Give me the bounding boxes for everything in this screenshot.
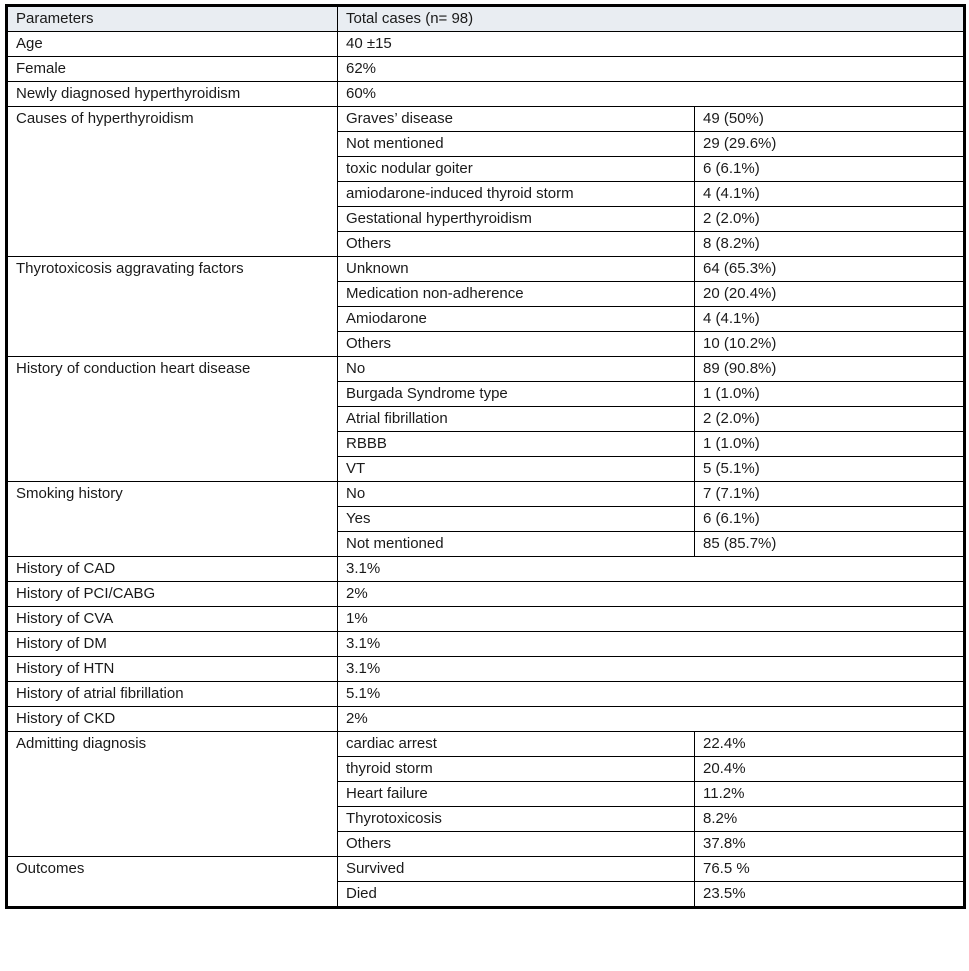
value-cell: 60%	[338, 82, 965, 107]
subcategory-cell: No	[338, 357, 695, 382]
value-cell: 2 (2.0%)	[695, 407, 965, 432]
subcategory-cell: Heart failure	[338, 782, 695, 807]
subcategory-cell: Unknown	[338, 257, 695, 282]
subcategory-cell: Atrial fibrillation	[338, 407, 695, 432]
value-cell: 4 (4.1%)	[695, 307, 965, 332]
value-cell: 23.5%	[695, 882, 965, 908]
value-cell: 76.5 %	[695, 857, 965, 882]
patient-characteristics-table	[5, 4, 966, 909]
table-row	[7, 607, 965, 632]
parameter-cell: History of conduction heart disease	[7, 357, 338, 482]
table-row	[7, 707, 965, 732]
value-cell: 1%	[338, 607, 965, 632]
value-cell: 4 (4.1%)	[695, 182, 965, 207]
header-total-cases: Total cases (n= 98)	[338, 6, 965, 32]
value-cell: 7 (7.1%)	[695, 482, 965, 507]
parameter-cell: Admitting diagnosis	[7, 732, 338, 857]
subcategory-cell: RBBB	[338, 432, 695, 457]
table-row	[7, 57, 965, 82]
value-cell: 29 (29.6%)	[695, 132, 965, 157]
table-row	[7, 557, 965, 582]
parameter-cell: Outcomes	[7, 857, 338, 908]
value-cell: 5.1%	[338, 682, 965, 707]
subcategory-cell: No	[338, 482, 695, 507]
value-cell: 3.1%	[338, 557, 965, 582]
parameter-cell: History of DM	[7, 632, 338, 657]
table-row	[7, 257, 965, 282]
subcategory-cell: Yes	[338, 507, 695, 532]
table-row	[7, 82, 965, 107]
subcategory-cell: Graves’ disease	[338, 107, 695, 132]
value-cell: 5 (5.1%)	[695, 457, 965, 482]
value-cell: 20.4%	[695, 757, 965, 782]
table-row	[7, 732, 965, 757]
subcategory-cell: cardiac arrest	[338, 732, 695, 757]
parameter-cell: Smoking history	[7, 482, 338, 557]
value-cell: 6 (6.1%)	[695, 157, 965, 182]
table-row	[7, 107, 965, 132]
parameter-cell: History of CVA	[7, 607, 338, 632]
value-cell: 37.8%	[695, 832, 965, 857]
value-cell: 11.2%	[695, 782, 965, 807]
subcategory-cell: Others	[338, 232, 695, 257]
table-row	[7, 857, 965, 882]
value-cell: 8.2%	[695, 807, 965, 832]
subcategory-cell: Gestational hyperthyroidism	[338, 207, 695, 232]
value-cell: 2%	[338, 582, 965, 607]
subcategory-cell: thyroid storm	[338, 757, 695, 782]
table-row	[7, 582, 965, 607]
subcategory-cell: Amiodarone	[338, 307, 695, 332]
value-cell: 22.4%	[695, 732, 965, 757]
value-cell: 1 (1.0%)	[695, 382, 965, 407]
value-cell: 49 (50%)	[695, 107, 965, 132]
value-cell: 85 (85.7%)	[695, 532, 965, 557]
table-row	[7, 357, 965, 382]
value-cell: 2%	[338, 707, 965, 732]
subcategory-cell: Died	[338, 882, 695, 908]
table-row	[7, 482, 965, 507]
subcategory-cell: Medication non-adherence	[338, 282, 695, 307]
table-body	[7, 32, 965, 908]
subcategory-cell: Survived	[338, 857, 695, 882]
parameter-cell: Thyrotoxicosis aggravating factors	[7, 257, 338, 357]
value-cell: 1 (1.0%)	[695, 432, 965, 457]
subcategory-cell: toxic nodular goiter	[338, 157, 695, 182]
table-row	[7, 682, 965, 707]
subcategory-cell: Thyrotoxicosis	[338, 807, 695, 832]
value-cell: 10 (10.2%)	[695, 332, 965, 357]
parameter-cell: History of PCI/CABG	[7, 582, 338, 607]
value-cell: 62%	[338, 57, 965, 82]
value-cell: 8 (8.2%)	[695, 232, 965, 257]
table-row	[7, 32, 965, 57]
value-cell: 3.1%	[338, 657, 965, 682]
parameter-cell: Age	[7, 32, 338, 57]
parameter-cell: History of HTN	[7, 657, 338, 682]
parameter-cell: Newly diagnosed hyperthyroidism	[7, 82, 338, 107]
table-row	[7, 657, 965, 682]
subcategory-cell: Not mentioned	[338, 532, 695, 557]
value-cell: 40 ±15	[338, 32, 965, 57]
value-cell: 3.1%	[338, 632, 965, 657]
parameter-cell: Causes of hyperthyroidism	[7, 107, 338, 257]
value-cell: 89 (90.8%)	[695, 357, 965, 382]
subcategory-cell: amiodarone-induced thyroid storm	[338, 182, 695, 207]
parameter-cell: History of CAD	[7, 557, 338, 582]
subcategory-cell: Burgada Syndrome type	[338, 382, 695, 407]
table-row	[7, 632, 965, 657]
header-row	[7, 6, 965, 32]
parameter-cell: Female	[7, 57, 338, 82]
parameter-cell: History of atrial fibrillation	[7, 682, 338, 707]
parameter-cell: History of CKD	[7, 707, 338, 732]
subcategory-cell: Others	[338, 832, 695, 857]
value-cell: 20 (20.4%)	[695, 282, 965, 307]
value-cell: 6 (6.1%)	[695, 507, 965, 532]
subcategory-cell: VT	[338, 457, 695, 482]
subcategory-cell: Others	[338, 332, 695, 357]
value-cell: 64 (65.3%)	[695, 257, 965, 282]
subcategory-cell: Not mentioned	[338, 132, 695, 157]
header-parameters: Parameters	[7, 6, 338, 32]
value-cell: 2 (2.0%)	[695, 207, 965, 232]
